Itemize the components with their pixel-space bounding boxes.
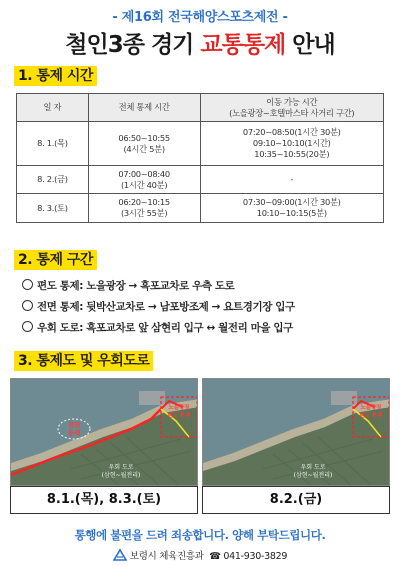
circle-bullet-icon (22, 321, 33, 332)
cell-date: 8. 3.(토) (17, 194, 89, 223)
list-item-text: 전면 통제: 뒷박산교차로 → 남포방조제 → 요트경기장 입구 (37, 301, 295, 313)
column-header-total: 전체 통제 시간 (88, 94, 200, 122)
map-label-detour2: (삼현~월전리) (293, 472, 333, 479)
cell-total-duration: (4시간 5분) (123, 143, 165, 154)
section-heading-schedule: 1. 통제 시간 (14, 66, 97, 86)
cell-total-duration: (3시간 55분) (120, 208, 168, 218)
apology-message: 통행에 불편을 드려 죄송합니다. 양해 부탁드립니다. (74, 528, 326, 542)
column-header-movable-sub: (노을광장~호텔마스타 사거리 구간) (229, 107, 355, 118)
map-label-detour2: (삼현~월전리) (101, 472, 141, 479)
section-heading-sections: 2. 통제 구간 (14, 250, 97, 270)
title-suffix: 안내 (285, 32, 335, 58)
aerial-map-image (203, 379, 390, 486)
section-heading-maps: 3. 통제도 및 우회도로 (14, 351, 153, 371)
map-label-oneway: 편도 통제 (167, 413, 191, 419)
phone-number: 041-930-3829 (223, 551, 288, 562)
map-label-detour: 우회 도로 (108, 464, 134, 471)
contact-line (0, 548, 400, 564)
cell-date: 8. 1.(목) (17, 122, 89, 166)
circle-bullet-icon (22, 300, 33, 311)
column-header-movable (200, 94, 384, 122)
control-map-aug1-aug3 (10, 378, 198, 486)
cell-movable: - (200, 166, 384, 194)
table-row (17, 194, 384, 223)
table-row (17, 122, 384, 166)
aerial-map-image (11, 379, 198, 486)
list-item (22, 297, 392, 318)
cell-date: 8. 2.(금) (17, 166, 89, 194)
cell-total-time: 07:00~08:40 (118, 168, 170, 179)
cell-total (88, 194, 200, 223)
org-name: 보령시 체육진흥과 (129, 551, 204, 562)
title-prefix: 철인3종 경기 (65, 32, 201, 58)
schedule-table (16, 93, 384, 223)
boryeong-logo-icon (113, 549, 127, 564)
phone-icon: ☎ (209, 551, 221, 562)
list-item-text: 우회 도로: 흑포교차로 앞 삼현리 입구 ↔ 월전리 마을 입구 (37, 322, 293, 334)
cell-total-time: 06:20~10:15 (118, 197, 170, 207)
table-header-row (17, 94, 384, 122)
cell-total (88, 122, 200, 166)
title-highlight: 교통통제 (200, 32, 286, 58)
map-label-detour: 우회 도로 (300, 464, 326, 471)
column-header-date: 일 자 (17, 94, 89, 122)
control-map-aug2 (202, 378, 390, 486)
map-label-oneway: 편도 통제 (359, 413, 383, 419)
list-item (22, 318, 392, 339)
cell-movable-line: 10:35~10:55(20분) (254, 149, 330, 159)
column-header-movable-title: 이동 가능 시간 (266, 96, 318, 107)
cell-movable-line: 07:20~08:50(1시간 30분) (242, 127, 341, 137)
table-row (17, 166, 384, 194)
map-caption-aug1-aug3: 8.1.(목), 8.3.(토) (10, 486, 198, 514)
cell-movable-line: 10:10~10:15(5분) (256, 208, 327, 218)
list-item-text: 편도 통제: 노을광장 → 흑포교차로 우측 도로 (37, 280, 235, 292)
page-title (0, 26, 400, 59)
control-section-list (22, 276, 392, 339)
cell-movable-line: 09:10~10:10(1시간) (252, 138, 331, 148)
map-caption-aug2: 8.2.(금) (202, 486, 390, 514)
map-label-oneway-top: 노을광장 (168, 405, 190, 411)
map-label-oneway-top: 노을광장 (360, 405, 382, 411)
cell-movable (200, 194, 384, 223)
cell-total-time: 06:50~10:55 (118, 132, 170, 143)
cell-movable-line: 07:30~09:00(1시간 30분) (242, 197, 341, 207)
map-label-full: 전면 (67, 421, 81, 429)
cell-total-duration: (1시간 40분) (120, 179, 168, 190)
circle-bullet-icon (22, 279, 33, 290)
list-item (22, 276, 392, 297)
cell-movable (200, 122, 384, 166)
event-subtitle: - 제16회 전국해양스포츠제전 - (112, 10, 288, 25)
map-label-full2: 통제 (67, 429, 81, 437)
cell-total (88, 166, 200, 194)
